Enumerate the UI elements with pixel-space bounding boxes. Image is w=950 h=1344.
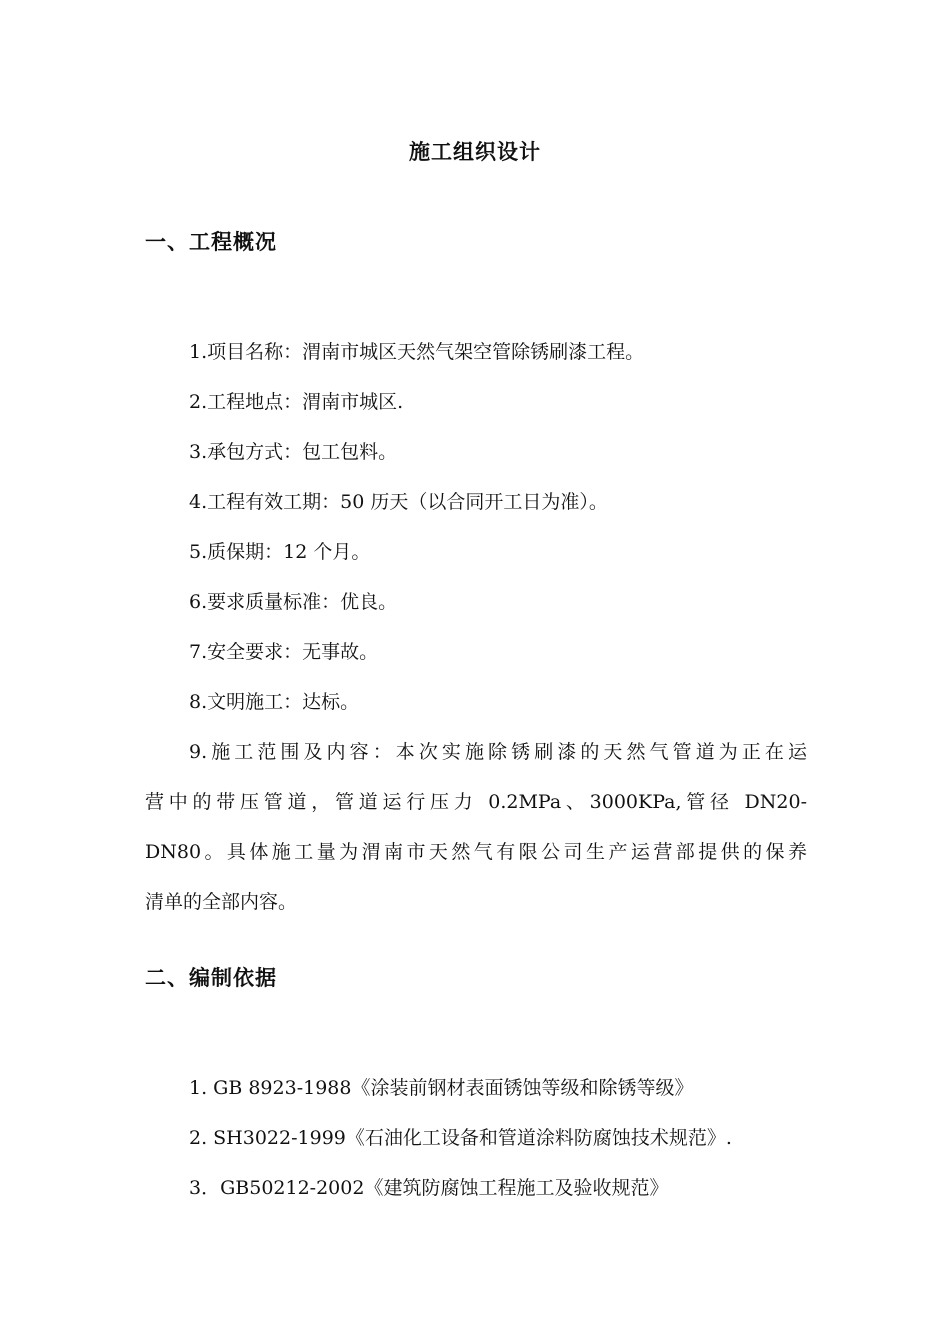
list-item: 7.安全要求：无事故。: [189, 641, 379, 663]
list-item: 1. GB 8923-1988《涂装前钢材表面锈蚀等级和除锈等级》: [189, 1077, 694, 1099]
basis-list: [145, 1063, 807, 1213]
list-item: 5.质保期：12 个月。: [189, 541, 371, 563]
list-item: 2.工程地点：渭南市城区.: [189, 391, 404, 413]
paragraph-line: 9.施工范围及内容：本次实施除锈刷漆的天然气管道为正在运: [189, 741, 807, 763]
list-item: 2. SH3022-1999《石油化工设备和管道涂料防腐蚀技术规范》.: [189, 1127, 732, 1149]
section-heading-overview: 一、工程概况: [145, 230, 277, 254]
list-item: 4.工程有效工期：50 历天（以合同开工日为准）。: [189, 491, 608, 513]
list-item: 8.文明施工：达标。: [189, 691, 360, 713]
list-item: 3.承包方式：包工包料。: [189, 441, 398, 463]
overview-list: [145, 327, 807, 727]
paragraph-line: 清单的全部内容。: [145, 891, 298, 913]
list-item: 3．GB50212-2002《建筑防腐蚀工程施工及验收规范》: [189, 1177, 669, 1199]
paragraph-line: DN80。具体施工量为渭南市天然气有限公司生产运营部提供的保养: [145, 841, 807, 863]
list-item: 1.项目名称：渭南市城区天然气架空管除锈刷漆工程。: [189, 341, 645, 363]
list-item: 6.要求质量标准：优良。: [189, 591, 398, 613]
section-heading-basis: 二、编制依据: [145, 966, 277, 990]
document-title: 施工组织设计: [409, 140, 541, 164]
paragraph-line: 营中的带压管道，管道运行压力 0.2MPa、3000KPa,管径 DN20-: [145, 791, 807, 813]
scope-paragraph: [145, 727, 807, 927]
